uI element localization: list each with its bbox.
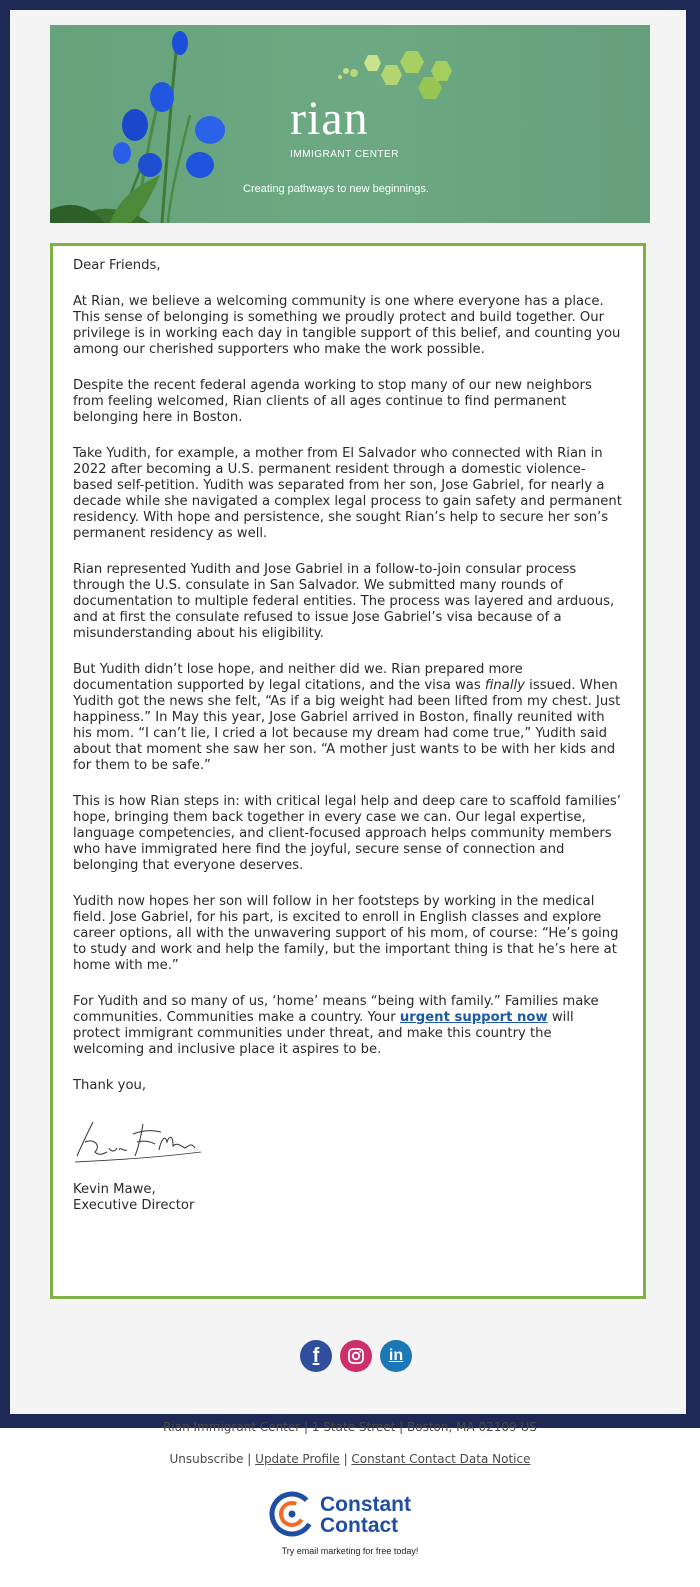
logo-subtitle: IMMIGRANT CENTER (290, 149, 399, 160)
paragraph-5-emphasis: finally (484, 678, 525, 693)
header-banner (50, 25, 650, 223)
footer-address: Rian Immigrant Center | 1 State Street | Boston, MA 02109 US (163, 1420, 537, 1434)
letter-content (73, 258, 625, 1214)
unsubscribe-link[interactable]: Unsubscribe (169, 1452, 244, 1466)
paragraph-5-text-a: But Yudith didn’t lose hope, and neither did we. Rian prepared more documentation supported by legal citations, and the visa was (73, 662, 523, 693)
cc-wordmark-line-1: Constant (320, 1493, 411, 1516)
greeting: Dear Friends, (73, 258, 161, 273)
footer-separator: | (339, 1452, 352, 1466)
paragraph-5-text-b: issued. When Yudith got the news she felt, “As if a big weight had been lifted from my chest. Just happiness.” In May this year, Jose Gabriel arrived in Boston, finally reunited with his mom. “I can’t lie, I cried a lot because my dream had come true,” Yudith said about that moment she saw her son. “A mother just wants to be with her kids and for them to be safe.” (73, 678, 621, 773)
banner-tagline: Creating pathways to new beginnings. (243, 183, 429, 195)
constant-contact-wordmark[interactable] (320, 1494, 411, 1536)
paragraph-2: Despite the recent federal agenda working to stop many of our new neighbors from feeling welcomed, Rian clients of all ages continue to find permanent belonging here in Boston. (73, 378, 592, 425)
paragraph-8-text-a: For Yudith and so many of us, ‘home’ means “being with family.” Families make communities. Communities make a country. Your (73, 994, 599, 1025)
paragraph-4: Rian represented Yudith and Jose Gabriel in a follow-to-join consular process through the U.S. consulate in San Salvador. We submitted many rounds of documentation to multiple federal entities. The process was layered and arduous, and at first the consulate refused to issue Jose Gabriel’s visa because of a misunderstanding about his eligibility. (73, 562, 615, 641)
footer-links (0, 1452, 700, 1466)
closing: Thank you, (73, 1078, 147, 1093)
paragraph-8-text-b: will protect immigrant communities under threat, and make this country the welcoming and inclusive place it aspires to be. (73, 1010, 574, 1057)
linkedin-icon[interactable]: in (380, 1340, 412, 1372)
instagram-glyph-icon (347, 1347, 365, 1365)
paragraph-8 (73, 994, 625, 1058)
constant-contact-tagline[interactable]: Try email marketing for free today! (281, 1546, 419, 1556)
footer-separator: | (243, 1452, 256, 1466)
logo-wordmark: rian (290, 92, 369, 145)
data-notice-link[interactable]: Constant Contact Data Notice (351, 1452, 531, 1466)
signer-title: Executive Director (73, 1198, 195, 1213)
facebook-icon[interactable]: f (300, 1340, 332, 1372)
instagram-icon[interactable] (340, 1340, 372, 1372)
paragraph-1: At Rian, we believe a welcoming community is one where everyone has a place. This sense of belonging is something we proudly protect and build together. Our privilege is in working each day in tangible support of this belief, and counting you among our cherished supporters who make the work possible. (73, 294, 621, 357)
signature-image (73, 1112, 203, 1166)
email-body (10, 10, 686, 1414)
paragraph-7: Yudith now hopes her son will follow in her footsteps by working in the medical field. Jose Gabriel, for his part, is excited to enroll in English classes and explore career options, all with the unwavering support of his mom, of course: “He’s going to study and work and help the family, but the important thing is that he’s here at home with me.” (73, 894, 619, 973)
paragraph-3: Take Yudith, for example, a mother from El Salvador who connected with Rian in 2022 after becoming a U.S. permanent resident through a domestic violence-based self-petition. Yudith was separated from her son, Jose Gabriel, for nearly a decade while she navigated a complex legal process to gain safety and permanent residency. With hope and persistence, she sought Rian’s help to secure her son’s permanent residency as well. (73, 446, 622, 541)
cc-wordmark-line-2: Contact (320, 1514, 399, 1537)
paragraph-5 (73, 662, 625, 774)
letter-card (50, 243, 646, 1299)
update-profile-link[interactable]: Update Profile (255, 1452, 340, 1466)
paragraph-6: This is how Rian steps in: with critical legal help and deep care to scaffold families’ hope, bringing them back together in every case we can. Our legal expertise, language competencies, and client-focused approach helps community members who have immigrated here find the joyful, secure sense of connection and belonging that everyone deserves. (73, 794, 621, 873)
signer-name: Kevin Mawe, (73, 1182, 156, 1197)
urgent-support-link[interactable]: urgent support now (399, 1010, 548, 1025)
